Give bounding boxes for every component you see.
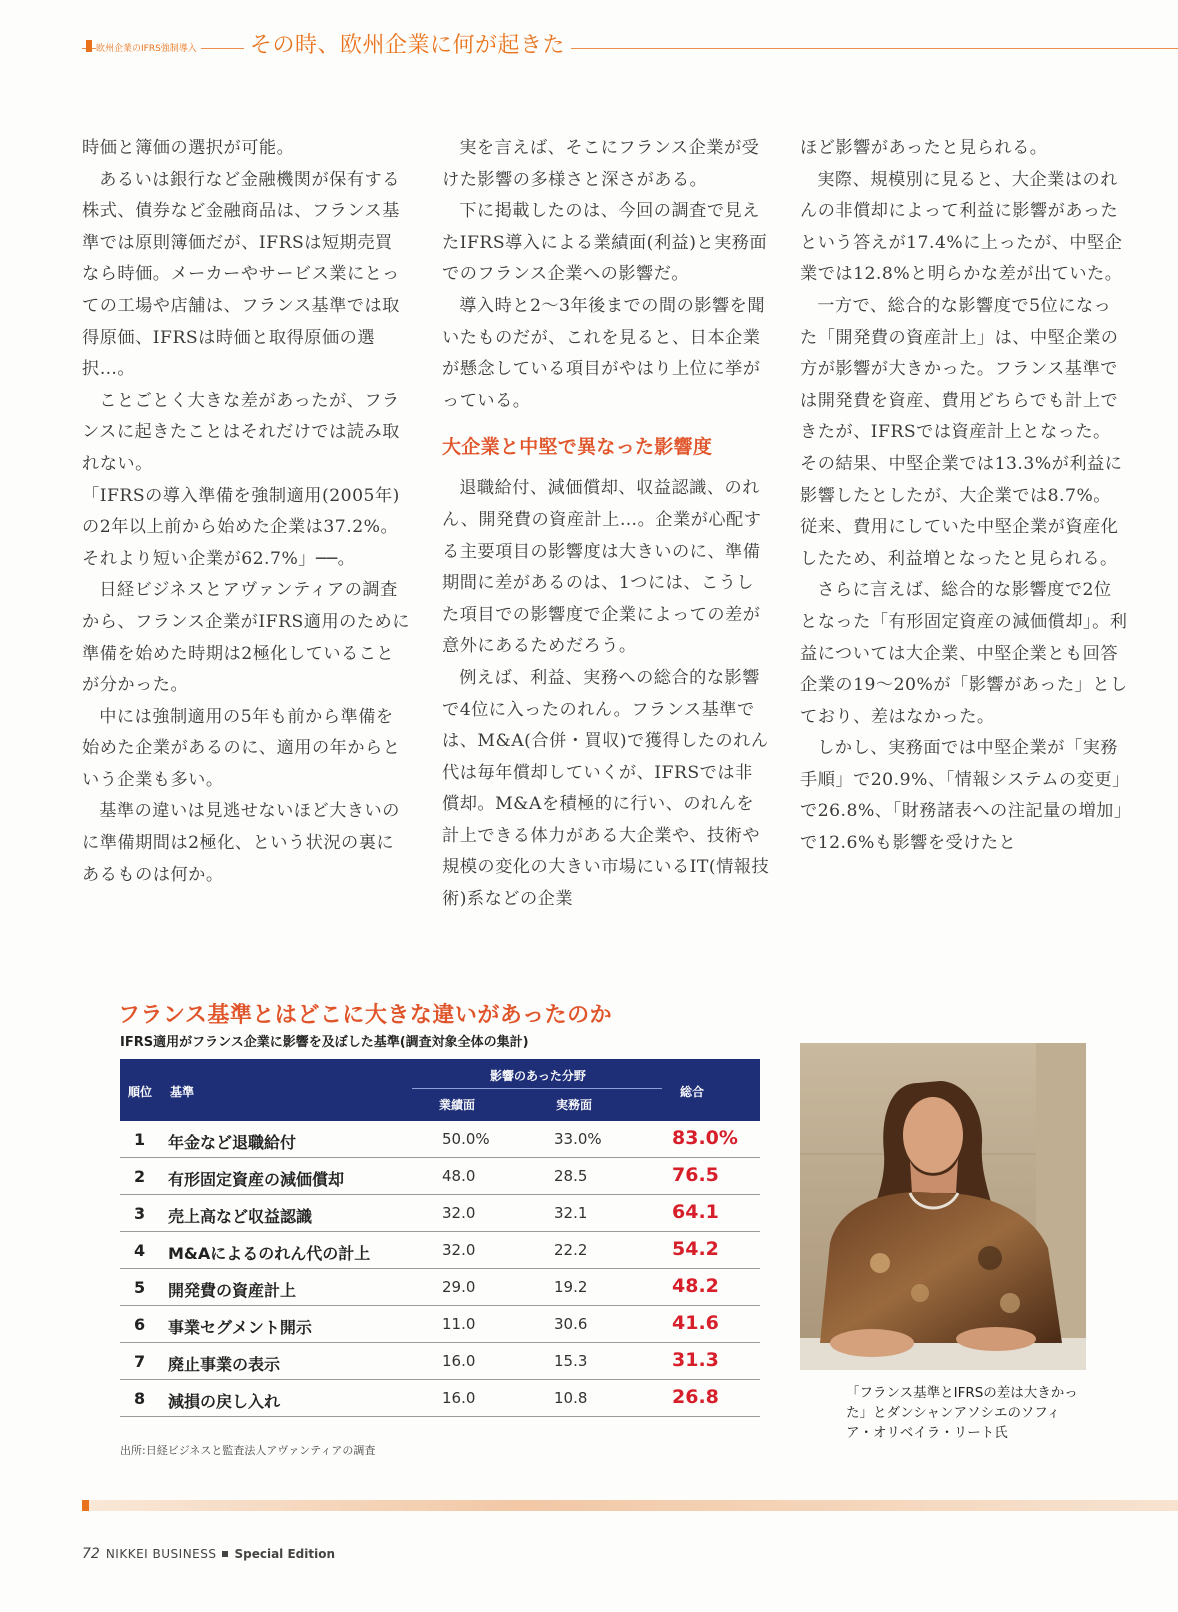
cell-rank: 3 — [134, 1204, 146, 1223]
table-row — [120, 1380, 760, 1417]
page-header — [82, 28, 1178, 64]
paragraph: さらに言えば、総合的な影響度で2位となった「有形固定資産の減価償却」。利益については大企業、中堅企業とも回答企業の19〜20%が「影響があった」としており、差はなかった。 — [800, 580, 1128, 727]
header-rank: 順位 — [128, 1085, 153, 1099]
series-label: 欧州企業のIFRS強制導入 — [96, 41, 201, 54]
cell-criterion: 開発費の資産計上 — [168, 1281, 297, 1300]
table-row — [120, 1232, 760, 1269]
cell-rank: 5 — [134, 1278, 146, 1297]
cell-operations: 19.2 — [554, 1278, 588, 1296]
paragraph: 実際、規模別に見ると、大企業はのれんの非償却によって利益に影響があったという答えが17.4%に上ったが、中堅企業では12.8%と明らかな差が出ていた。 — [800, 169, 1123, 285]
table-subtitle: IFRS適用がフランス企業に影響を及ぼした基準(調査対象全体の集計) — [120, 1035, 529, 1050]
publication-name: NIKKEI BUSINESS — [105, 1547, 217, 1561]
cell-operations: 28.5 — [554, 1167, 588, 1185]
page-footer — [82, 1546, 335, 1562]
cell-total: 48.2 — [672, 1275, 719, 1297]
cell-criterion: 廃止事業の表示 — [168, 1355, 281, 1374]
cell-criterion: 年金など退職給付 — [168, 1133, 297, 1152]
footer-rule — [82, 1500, 1178, 1511]
portrait-photo — [800, 1043, 1086, 1370]
page-number: 72 — [82, 1546, 100, 1562]
cell-performance: 32.0 — [442, 1241, 476, 1259]
cell-rank: 2 — [134, 1167, 146, 1186]
table-row — [120, 1195, 760, 1232]
table-row — [120, 1343, 760, 1380]
table-header — [120, 1059, 760, 1121]
cell-performance: 32.0 — [442, 1204, 476, 1222]
footer-marker — [82, 1500, 89, 1511]
table-row — [120, 1121, 760, 1158]
cell-criterion: 事業セグメント開示 — [168, 1318, 312, 1337]
cell-performance: 48.0 — [442, 1167, 476, 1185]
cell-total: 31.3 — [672, 1349, 719, 1371]
square-bullet-icon — [222, 1551, 228, 1557]
paragraph: 導入時と2〜3年後までの間の影響を聞いたものだが、これを見ると、日本企業が懸念している項目がやはり上位に挙がっている。 — [442, 295, 766, 411]
paragraph: 「IFRSの導入準備を強制適用(2005年)の2年以上前から始めた企業は37.2%。それより短い企業が62.7%」──。 — [82, 485, 400, 569]
cell-rank: 4 — [134, 1241, 146, 1260]
cell-operations: 32.1 — [554, 1204, 588, 1222]
table-row — [120, 1306, 760, 1343]
photo-caption: 「フランス基準とIFRSの差は大きかった」とダンシャンアソシエのソフィア・オリベイラ・リート氏 — [846, 1385, 1078, 1441]
header-performance: 業績面 — [439, 1098, 476, 1112]
text-column-1 — [82, 133, 410, 891]
paragraph: あるいは銀行など金融機関が保有する株式、債券など金融商品は、フランス基準では原則簿価だが、IFRSは短期売買なら時価。メーカーやサービス業にとっての工場や店舗は、フランス基準では取得原価、IFRSは時価と取得原価の選択…。 — [82, 169, 400, 380]
page-title: その時、欧州企業に何が起きた — [244, 28, 571, 59]
header-group-rule — [412, 1088, 662, 1089]
cell-total: 41.6 — [672, 1312, 719, 1334]
table-row — [120, 1269, 760, 1306]
table-row — [120, 1158, 760, 1195]
cell-operations: 30.6 — [554, 1315, 588, 1333]
header-marker — [86, 40, 92, 52]
paragraph: 基準の違いは見逃せないほど大きいのに準備期間は2極化、という状況の裏にあるものは何か。 — [82, 801, 400, 885]
cell-total: 76.5 — [672, 1164, 719, 1186]
header-operations: 実務面 — [556, 1098, 593, 1112]
paragraph: 中には強制適用の5年も前から準備を始めた企業があるのに、適用の年からという企業も多い。 — [82, 706, 401, 790]
impact-table — [120, 1059, 760, 1417]
cell-rank: 8 — [134, 1389, 146, 1408]
edition-label: Special Edition — [234, 1547, 336, 1561]
header-total: 総合 — [680, 1085, 705, 1099]
cell-operations: 15.3 — [554, 1352, 588, 1370]
cell-performance: 16.0 — [442, 1352, 476, 1370]
cell-total: 26.8 — [672, 1386, 719, 1408]
cell-total: 54.2 — [672, 1238, 719, 1260]
cell-rank: 1 — [134, 1130, 146, 1149]
cell-rank: 7 — [134, 1352, 146, 1371]
header-criterion: 基準 — [170, 1085, 195, 1099]
portrait-illustration — [800, 1043, 1086, 1370]
paragraph: 一方で、総合的な影響度で5位になった「開発費の資産計上」は、中堅企業の方が影響が大きかった。フランス基準では開発費を資産、費用どちらでも計上できたが、IFRSでは資産計上となった。その結果、中堅企業では13.3%が利益に影響したとしたが、大企業では8.7%。従来、費用にしていた中堅企業が資産化したため、利益増となったと見られる。 — [800, 295, 1123, 569]
text-column-3 — [800, 133, 1128, 860]
cell-operations: 33.0% — [554, 1130, 602, 1148]
cell-total: 64.1 — [672, 1201, 719, 1223]
paragraph: 例えば、利益、実務への総合的な影響で4位に入ったのれん。フランス基準では、M&A(合併・買収)で獲得したのれん代は毎年償却していくが、IFRSでは非償却。M&Aを積極的に行い、のれんを計上できる体力がある大企業や、技術や規模の変化の大きい市場にいるIT(情報技術)系などの企業 — [442, 667, 770, 910]
cell-criterion: 有形固定資産の減価償却 — [168, 1170, 345, 1189]
cell-performance: 50.0% — [442, 1130, 490, 1148]
paragraph: 下に掲載したのは、今回の調査で見えたIFRS導入による業績面(利益)と実務面でのフランス企業への影響だ。 — [442, 201, 768, 285]
paragraph: しかし、実務面では中堅企業が「実務手順」で20.9%、「情報システムの変更」で26.8%、「財務諸表への注記量の増加」で12.6%も影響を受けたと — [800, 738, 1123, 854]
table-source: 出所:日経ビジネスと監査法人アヴァンティアの調査 — [120, 1444, 376, 1457]
table-title: フランス基準とはどこに大きな違いがあったのか — [118, 1003, 613, 1028]
table-body — [120, 1121, 760, 1417]
cell-performance: 29.0 — [442, 1278, 476, 1296]
cell-criterion: 減損の戻し入れ — [168, 1392, 281, 1411]
header-group: 影響のあった分野 — [490, 1069, 586, 1083]
cell-operations: 10.8 — [554, 1389, 588, 1407]
section-heading: 大企業と中堅で異なった影響度 — [442, 436, 713, 459]
cell-criterion: M&Aによるのれん代の計上 — [168, 1244, 371, 1263]
cell-operations: 22.2 — [554, 1241, 588, 1259]
cell-rank: 6 — [134, 1315, 146, 1334]
text-column-2 — [442, 133, 770, 916]
paragraph: 実を言えば、そこにフランス企業が受けた影響の多様さと深さがある。 — [442, 138, 760, 190]
cell-performance: 16.0 — [442, 1389, 476, 1407]
cell-performance: 11.0 — [442, 1315, 476, 1333]
paragraph: 時価と簿価の選択が可能。 — [82, 138, 295, 158]
paragraph: ほど影響があったと見られる。 — [800, 138, 1048, 158]
cell-total: 83.0% — [672, 1127, 738, 1149]
cell-criterion: 売上高など収益認識 — [168, 1207, 313, 1226]
paragraph: 退職給付、減価償却、収益認識、のれん、開発費の資産計上…。企業が心配する主要項目の影響度は大きいのに、準備期間に差があるのは、1つには、こうした項目での影響度で企業によっての差が意外にあるためだろう。 — [442, 478, 762, 657]
paragraph: ことごとく大きな差があったが、フランスに起きたことはそれだけでは読み取れない。 — [82, 390, 400, 474]
paragraph: 日経ビジネスとアヴァンティアの調査から、フランス企業がIFRS適用のために準備を始めた時期は2極化していることが分かった。 — [82, 580, 410, 696]
